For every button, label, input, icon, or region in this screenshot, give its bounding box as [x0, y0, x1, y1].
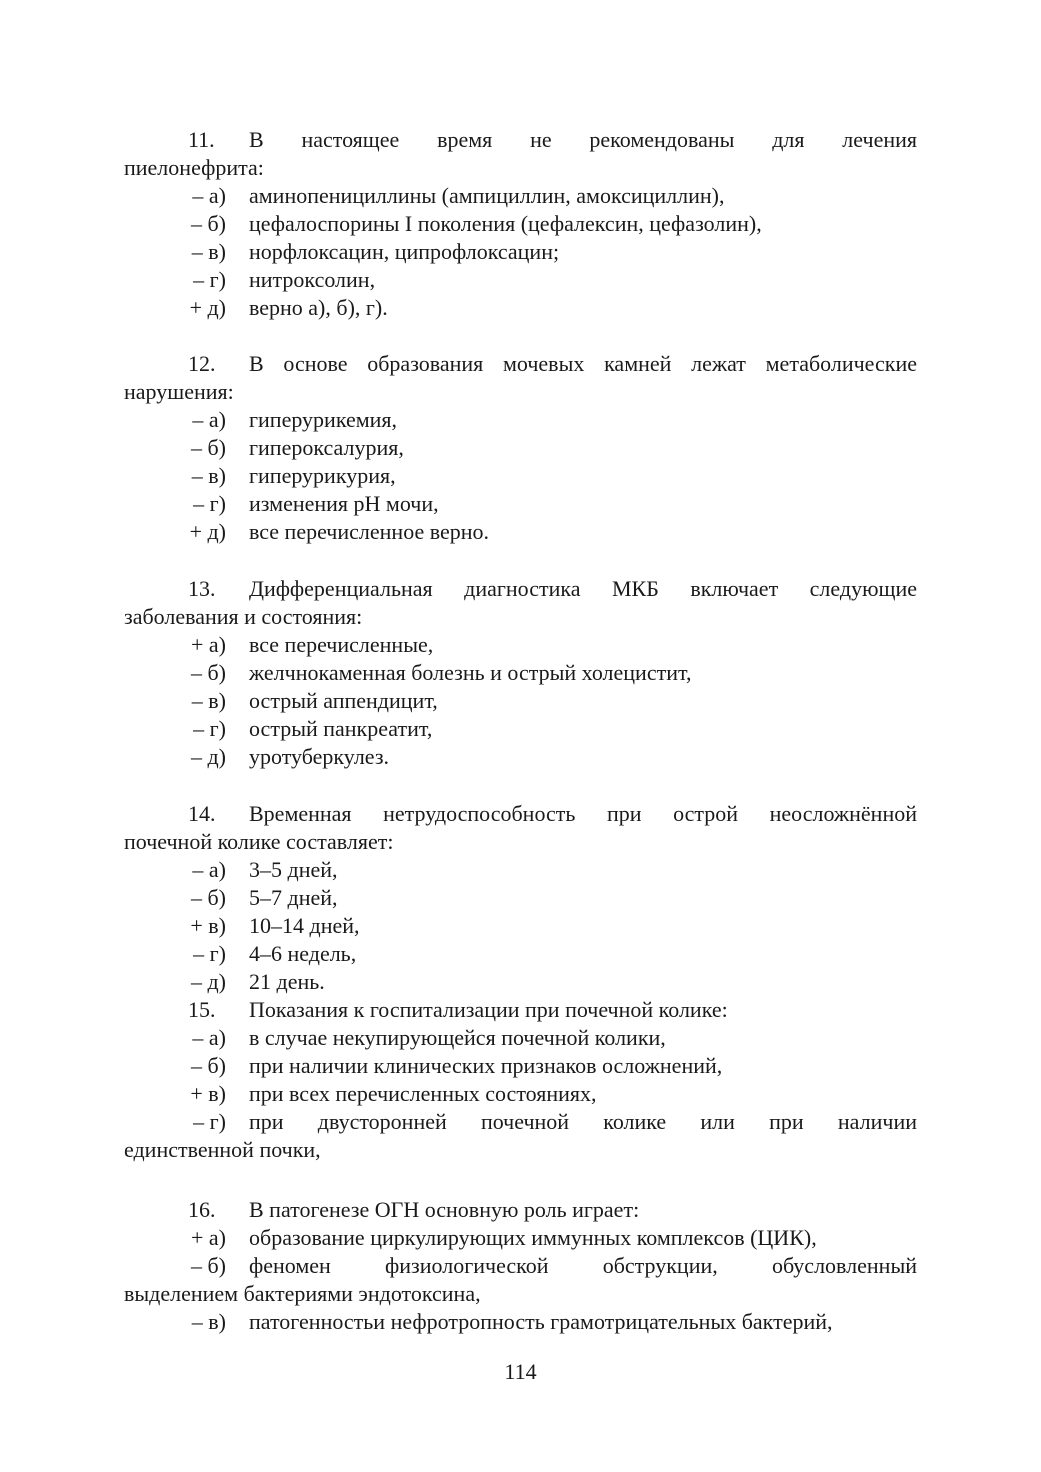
- option-text: гиперурикемия,: [249, 407, 398, 432]
- question-number: 11.: [188, 127, 215, 152]
- question-text: Временная нетрудоспособность при острой неосложнённой: [249, 801, 917, 826]
- option-marker: – б): [190, 660, 226, 685]
- option-text-continued: единственной почки,: [124, 1137, 321, 1162]
- question-number: 12.: [188, 351, 216, 376]
- option-marker: + а): [191, 632, 226, 657]
- option-text: в случае некупирующейся почечной колики,: [249, 1025, 666, 1050]
- option-marker: – б): [190, 211, 226, 236]
- option-marker: + д): [189, 295, 226, 320]
- option-marker: – в): [191, 688, 226, 713]
- option-text: гиперурикурия,: [249, 463, 396, 488]
- page-number: 114: [504, 1359, 537, 1384]
- option-text: острый аппендицит,: [249, 688, 438, 713]
- option-marker: – б): [190, 435, 226, 460]
- question-text-continued: почечной колике составляет:: [124, 829, 394, 854]
- option-text: острый панкреатит,: [249, 716, 433, 741]
- option-text: патогенностьи нефротропность грамотрицательных бактерий,: [249, 1309, 833, 1334]
- option-marker: – д): [190, 744, 226, 769]
- question-text-continued: пиелонефрита:: [124, 155, 264, 180]
- option-marker: – б): [190, 1253, 226, 1278]
- option-text: образование циркулирующих иммунных комплексов (ЦИК),: [249, 1225, 817, 1250]
- option-text: 10–14 дней,: [249, 913, 360, 938]
- option-marker: – в): [191, 1309, 226, 1334]
- question-text: В патогенезе ОГН основную роль играет:: [249, 1197, 640, 1222]
- option-text: аминопенициллины (ампициллин, амоксициллин),: [249, 183, 725, 208]
- question-text-continued: заболевания и состояния:: [124, 604, 363, 629]
- option-marker: – а): [192, 407, 226, 432]
- option-text: 5–7 дней,: [249, 885, 338, 910]
- option-text-continued: выделением бактериями эндотоксина,: [124, 1281, 481, 1306]
- option-text: нитроксолин,: [249, 267, 376, 292]
- option-text: желчнокаменная болезнь и острый холецистит,: [249, 660, 692, 685]
- question-text: Дифференциальная диагностика МКБ включает следующие: [249, 576, 917, 601]
- option-marker: – г): [193, 941, 226, 966]
- option-text: при наличии клинических признаков осложнений,: [249, 1053, 723, 1078]
- option-marker: + д): [189, 519, 226, 544]
- question-number: 14.: [188, 801, 216, 826]
- option-marker: – а): [192, 857, 226, 882]
- option-marker: – б): [190, 885, 226, 910]
- option-marker: + в): [190, 1081, 226, 1106]
- option-text: все перечисленные,: [249, 632, 434, 657]
- option-text: верно а), б), г).: [249, 295, 388, 320]
- option-marker: – г): [193, 267, 226, 292]
- option-text: гипероксалурия,: [249, 435, 404, 460]
- option-marker: – в): [191, 463, 226, 488]
- question-number: 15.: [188, 997, 216, 1022]
- question-text-continued: нарушения:: [124, 379, 234, 404]
- option-text: 3–5 дней,: [249, 857, 338, 882]
- option-marker: – д): [190, 969, 226, 994]
- option-text: норфлоксацин, ципрофлоксацин;: [249, 239, 560, 264]
- option-marker: + в): [190, 913, 226, 938]
- option-marker: + а): [191, 1225, 226, 1250]
- option-text: 21 день.: [249, 969, 325, 994]
- question-text: Показания к госпитализации при почечной колике:: [249, 997, 728, 1022]
- option-marker: – а): [192, 183, 226, 208]
- option-text: при всех перечисленных состояниях,: [249, 1081, 597, 1106]
- option-marker: – а): [192, 1025, 226, 1050]
- option-text: при двусторонней почечной колике или при наличии: [249, 1109, 917, 1134]
- option-text: цефалоспорины I поколения (цефалексин, цефазолин),: [249, 211, 762, 236]
- option-marker: – г): [193, 491, 226, 516]
- question-text: В основе образования мочевых камней лежат метаболические: [249, 351, 917, 376]
- option-marker: – в): [191, 239, 226, 264]
- option-text: изменения рН мочи,: [249, 491, 439, 516]
- option-text: уротуберкулез.: [249, 744, 390, 769]
- question-text: В настоящее время не рекомендованы для лечения: [249, 127, 917, 152]
- option-text: все перечисленное верно.: [249, 519, 490, 544]
- option-text: феномен физиологической обструкции, обусловленный: [249, 1253, 917, 1278]
- option-marker: – г): [193, 716, 226, 741]
- option-marker: – б): [190, 1053, 226, 1078]
- option-marker: – г): [193, 1109, 226, 1134]
- question-number: 16.: [188, 1197, 216, 1222]
- question-number: 13.: [188, 576, 216, 601]
- option-text: 4–6 недель,: [249, 941, 357, 966]
